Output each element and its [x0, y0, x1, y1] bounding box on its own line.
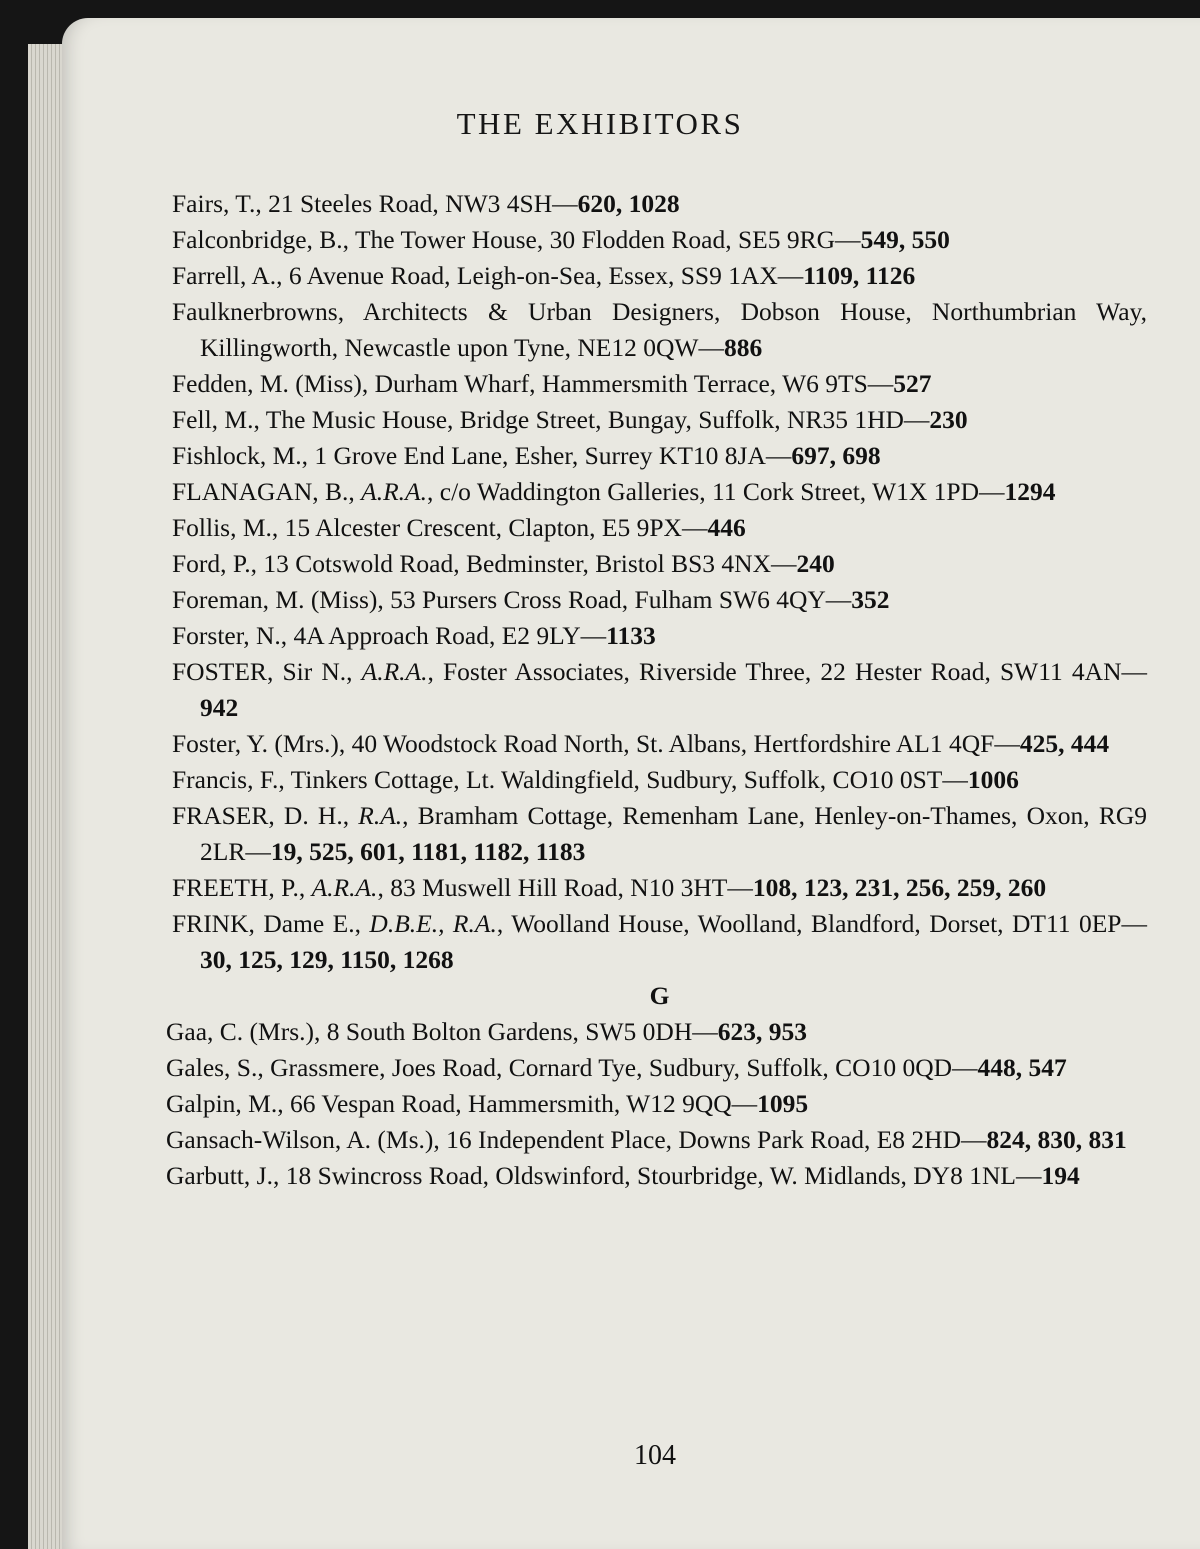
exhibitor-entry: Farrell, A., 6 Avenue Road, Leigh-on-Sea, Essex, SS9 1AX—1109, 1126 — [172, 261, 916, 290]
catalogue-numbers: 824, 830, 831 — [986, 1125, 1127, 1154]
exhibitor-entry: Follis, M., 15 Alcester Crescent, Clapton, E5 9PX—446 — [172, 513, 746, 542]
catalogue-numbers: 19, 525, 601, 1181, 1182, 1183 — [270, 837, 586, 866]
honorific-title: R.A. — [358, 801, 403, 830]
exhibitor-entry: Gansach-Wilson, A. (Ms.), 16 Independent Place, Downs Park Road, E8 2HD—824, 830, 831 — [166, 1125, 1127, 1154]
catalogue-numbers: 446 — [707, 513, 746, 542]
exhibitor-entry: Faulknerbrowns, Architects & Urban Designers, Dobson House, Northumbrian Way, Killingworth, Newcastle upon Tyne, NE12 0QW—886 — [172, 297, 1147, 362]
catalogue-numbers: 448, 547 — [977, 1053, 1067, 1082]
catalogue-numbers: 527 — [893, 369, 932, 398]
exhibitor-entry: Fishlock, M., 1 Grove End Lane, Esher, Surrey KT10 8JA—697, 698 — [172, 441, 881, 470]
exhibitor-entry: Galpin, M., 66 Vespan Road, Hammersmith, W12 9QQ—1095 — [166, 1089, 809, 1118]
running-header: THE EXHIBITORS — [456, 106, 744, 141]
exhibitor-entry: Ford, P., 13 Cotswold Road, Bedminster, Bristol BS3 4NX—240 — [172, 549, 835, 578]
exhibitor-entry: FLANAGAN, B., A.R.A., c/o Waddington Galleries, 11 Cork Street, W1X 1PD—1294 — [172, 477, 1056, 506]
catalogue-numbers: 1294 — [1004, 477, 1056, 506]
honorific-title: D.B.E., R.A. — [369, 909, 497, 938]
honorific-title: A.R.A. — [311, 873, 378, 902]
exhibitor-entry: FOSTER, Sir N., A.R.A., Foster Associates, Riverside Three, 22 Hester Road, SW11 4AN—942 — [172, 657, 1147, 722]
catalogue-numbers: 1006 — [967, 765, 1019, 794]
exhibitor-entry: FREETH, P., A.R.A., 83 Muswell Hill Road, N10 3HT—108, 123, 231, 256, 259, 260 — [172, 873, 1047, 902]
catalogue-numbers: 1109, 1126 — [803, 261, 916, 290]
exhibitor-entry: Francis, F., Tinkers Cottage, Lt. Waldingfield, Sudbury, Suffolk, CO10 0ST—1006 — [172, 765, 1019, 794]
exhibitor-entry: Forster, N., 4A Approach Road, E2 9LY—1133 — [172, 621, 656, 650]
exhibitor-entry: Foreman, M. (Miss), 53 Pursers Cross Road, Fulham SW6 4QY—352 — [172, 585, 890, 614]
catalogue-numbers: 425, 444 — [1019, 729, 1110, 758]
catalogue-numbers: 352 — [851, 585, 890, 614]
catalogue-numbers: 886 — [723, 333, 763, 362]
exhibitor-entry: Garbutt, J., 18 Swincross Road, Oldswinford, Stourbridge, W. Midlands, DY8 1NL—194 — [166, 1161, 1080, 1190]
exhibitor-entry: Fell, M., The Music House, Bridge Street, Bungay, Suffolk, NR35 1HD—230 — [172, 405, 968, 434]
exhibitor-entry: Falconbridge, B., The Tower House, 30 Flodden Road, SE5 9RG—549, 550 — [172, 225, 950, 254]
exhibitor-entry: FRINK, Dame E., D.B.E., R.A., Woolland House, Woolland, Blandford, Dorset, DT11 0EP—30, 125, 129, 1150, 1268 — [172, 909, 1147, 974]
page-number: 104 — [634, 1440, 676, 1471]
catalogue-numbers: 623, 953 — [717, 1017, 807, 1046]
section-letter: G — [649, 981, 670, 1010]
catalogue-numbers: 230 — [929, 405, 968, 434]
catalogue-numbers: 30, 125, 129, 1150, 1268 — [200, 945, 454, 974]
catalogue-numbers: 108, 123, 231, 256, 259, 260 — [752, 873, 1047, 902]
honorific-title: A.R.A. — [361, 657, 428, 686]
exhibitor-entry: FRASER, D. H., R.A., Bramham Cottage, Remenham Lane, Henley-on-Thames, Oxon, RG9 2LR—19, 525, 601, 1181, 1182, 1183 — [172, 801, 1147, 866]
exhibitor-entry: Fairs, T., 21 Steeles Road, NW3 4SH—620, 1028 — [172, 189, 680, 218]
catalogue-numbers: 1095 — [757, 1089, 809, 1118]
exhibitor-list — [166, 186, 1147, 1194]
catalogue-numbers: 697, 698 — [791, 441, 881, 470]
exhibitor-entry: Fedden, M. (Miss), Durham Wharf, Hammersmith Terrace, W6 9TS—527 — [172, 369, 932, 398]
exhibitor-entry: Gaa, C. (Mrs.), 8 South Bolton Gardens, SW5 0DH—623, 953 — [166, 1017, 807, 1046]
catalogue-numbers: 549, 550 — [860, 225, 950, 254]
honorific-title: A.R.A. — [361, 477, 427, 506]
exhibitor-entry: Foster, Y. (Mrs.), 40 Woodstock Road North, St. Albans, Hertfordshire AL1 4QF—425, 444 — [172, 729, 1110, 758]
catalogue-numbers: 240 — [796, 549, 835, 578]
exhibitor-entry: Gales, S., Grassmere, Joes Road, Cornard Tye, Sudbury, Suffolk, CO10 0QD—448, 547 — [166, 1053, 1067, 1082]
catalogue-numbers: 194 — [1041, 1161, 1080, 1190]
catalogue-numbers: 942 — [200, 693, 239, 722]
catalogue-numbers: 1133 — [606, 621, 656, 650]
catalogue-numbers: 620, 1028 — [577, 189, 680, 218]
